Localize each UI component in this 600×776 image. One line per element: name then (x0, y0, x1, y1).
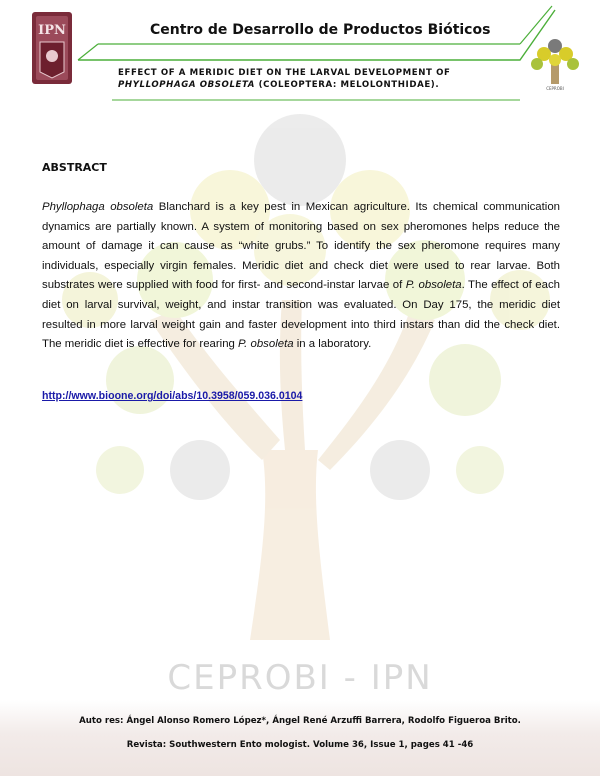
svg-text:IPN: IPN (38, 23, 66, 38)
ceprobi-tree-logo-icon (530, 36, 580, 92)
abstract-text-part2: . The effect of each diet on larval survival, weight, and instar transition was evaluated. On Day 175, the meridic diet resulted in more larval weight gain and faster development into third instars than did the check diet. The meridic diet is effective for rearing (42, 279, 560, 351)
footer-journal: Revista: Southwestern Ento mologist. Volume 36, Issue 1, pages 41 -46 (126, 740, 474, 750)
institution-title: Centro de Desarrollo de Productos Bióticos (150, 22, 491, 38)
ipn-logo-icon (32, 12, 72, 84)
abstract-text-part1: Blanchard is a key pest in Mexican agriculture. Its chemical communication dynamics are partially known. A system of monitoring based on sex pheromones helps reduce the amount of damage it can cause as “white grubs.” To identify the sex pheromone requires many individuals, especially virgin females. Meridic diet and check diet were used to rear larvae. Both substrates were supplied with food for first- and second-instar larvae of (42, 201, 560, 292)
header-accent-lines (0, 0, 600, 110)
abstract-text-part3: in a laboratory. (293, 338, 372, 351)
article-title (118, 67, 528, 91)
article-title-line1: EFFECT OF A MERIDIC DIET ON THE LARVAL DEVELOPMENT OF (118, 68, 451, 78)
abstract-body (42, 198, 560, 355)
doi-link[interactable]: http://www.bioone.org/doi/abs/10.3958/059.036.0104 (42, 390, 303, 402)
svg-text:CEPROBI: CEPROBI (546, 86, 564, 91)
abstract-heading: ABSTRACT (42, 161, 107, 174)
species-abbr-1: P. obsoleta (405, 279, 462, 292)
article-title-rest: (COLEOPTERA: MELOLONTHIDAE). (255, 80, 440, 90)
article-title-species: PHYLLOPHAGA OBSOLETA (118, 80, 256, 90)
species-abbr-2: P. obsoleta (238, 338, 294, 351)
species-name: Phyllophaga obsoleta (42, 201, 154, 213)
watermark-text: CEPROBI - IPN (167, 658, 433, 698)
footer-authors: Auto res: Ángel Alonso Romero López*, Ángel René Arzuffi Barrera, Rodolfo Figueroa Brito. (79, 716, 521, 726)
footer-band (0, 700, 600, 776)
